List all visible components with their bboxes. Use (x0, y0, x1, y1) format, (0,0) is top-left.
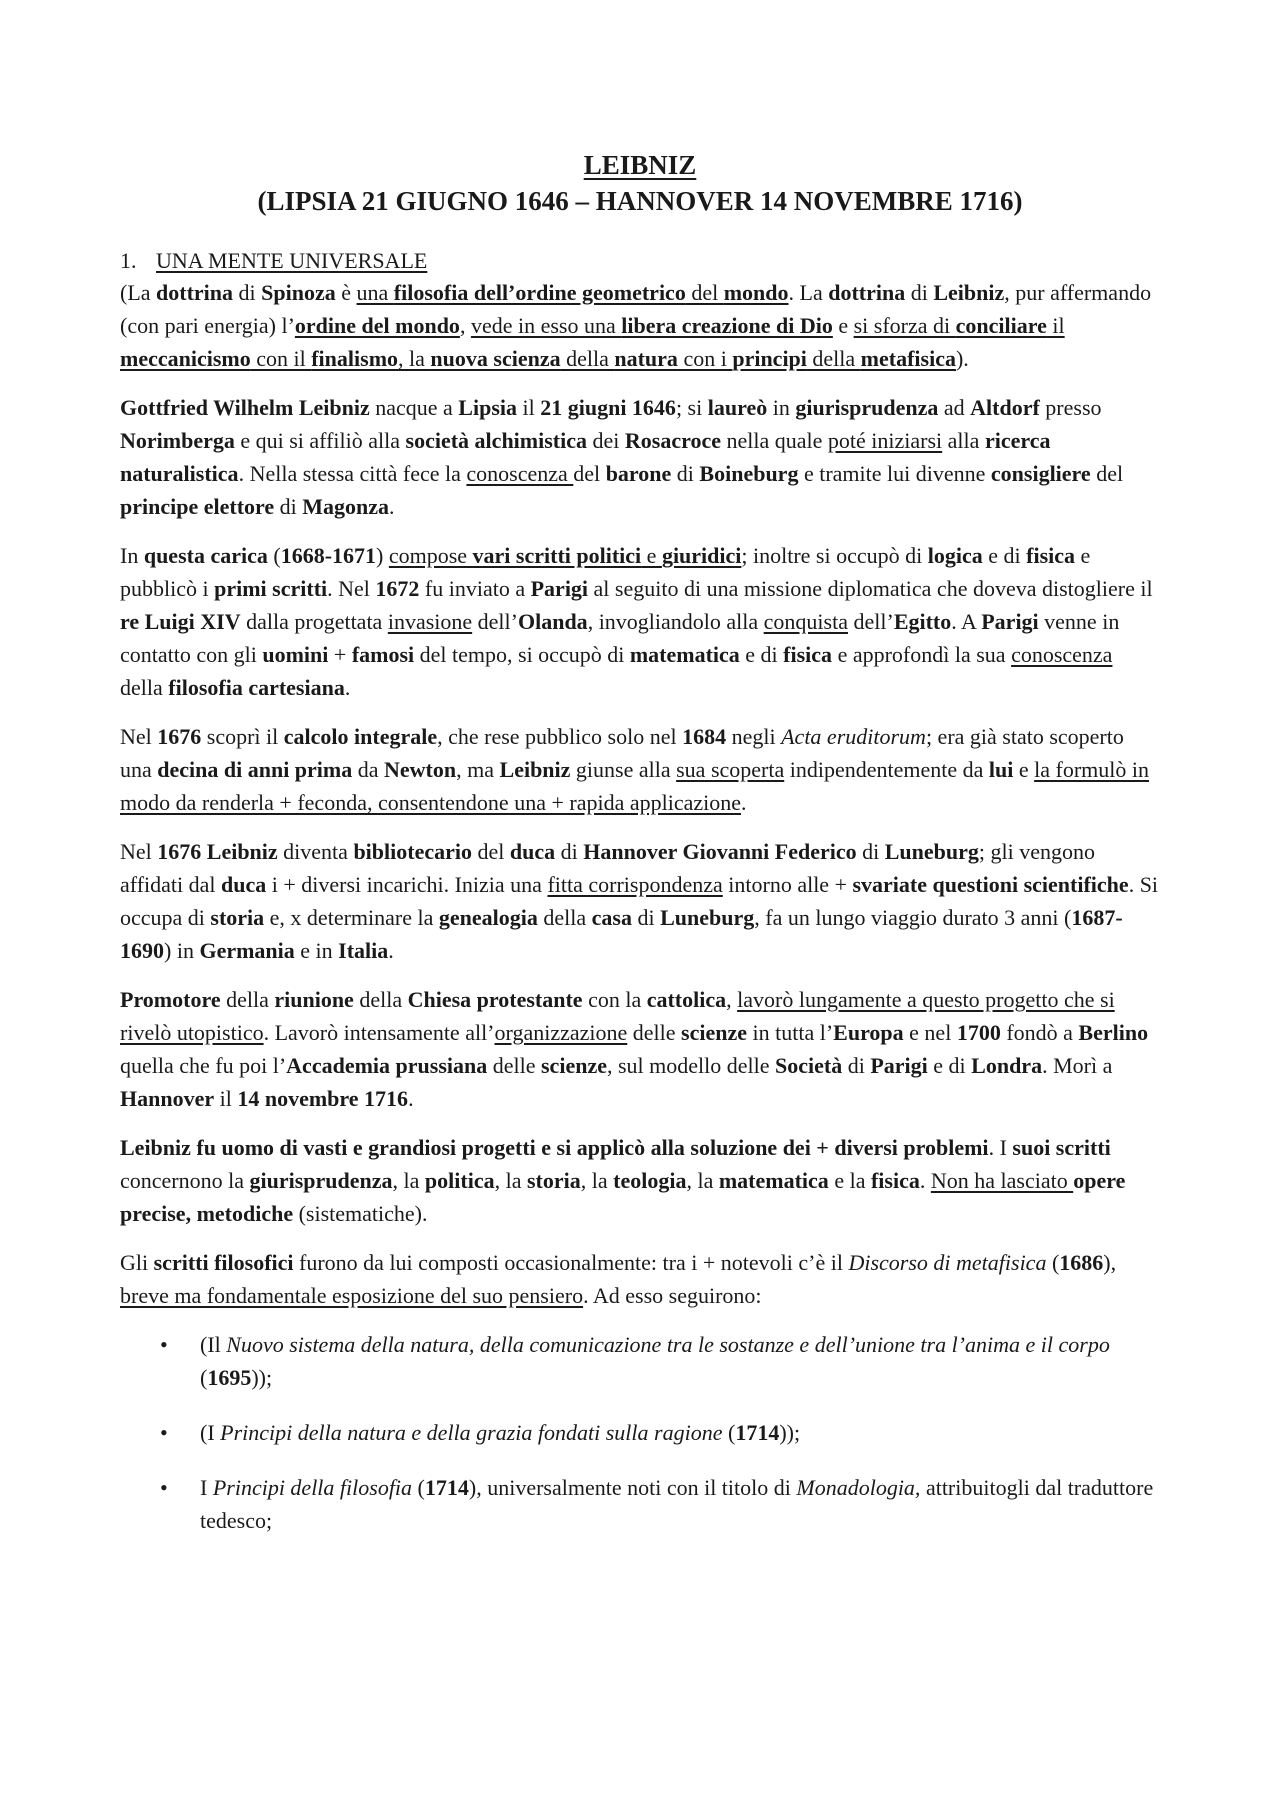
section-number: 1. (120, 248, 137, 273)
text-run: conquista (763, 609, 848, 634)
text-run: organizzazione (494, 1020, 628, 1045)
text-run: filosofia cartesiana (168, 675, 345, 700)
text-run: 1695 (207, 1365, 252, 1390)
text-run: . (408, 1086, 414, 1111)
text-run: . Morì a (1042, 1053, 1113, 1078)
text-run: Gottfried Wilhelm Leibniz (120, 395, 370, 420)
text-run: scienze (681, 1020, 747, 1045)
text-run: questa carica (143, 543, 268, 568)
text-run: uomini (262, 642, 329, 667)
text-run: Newton (384, 757, 457, 782)
text-run: di (842, 1053, 871, 1078)
text-run: (sistematiche). (293, 1201, 428, 1226)
text-run: storia (526, 1168, 581, 1193)
text-run: i + diversi incarichi. Inizia una (266, 872, 548, 897)
text-run: cattolica (646, 987, 727, 1012)
text-run: Società (775, 1053, 843, 1078)
text-run: delle (627, 1020, 682, 1045)
text-run: e di (927, 1053, 972, 1078)
text-run: ordine del mondo (294, 313, 460, 338)
text-run: alla (942, 428, 985, 453)
text-run: 1668-1671 (280, 543, 377, 568)
text-run: Rosacroce (624, 428, 722, 453)
works-list-item (120, 1471, 1160, 1537)
text-run: principi (732, 346, 807, 371)
text-run: )); (779, 1420, 801, 1445)
text-run: Luneburg (884, 839, 979, 864)
text-run: ( (1046, 1250, 1060, 1275)
text-run: + (328, 642, 352, 667)
text-run: e (832, 313, 854, 338)
text-run: )); (251, 1365, 273, 1390)
text-run: libera creazione di Dio (621, 313, 833, 338)
text-run: ; gli vengono affidati dal (120, 839, 1096, 897)
works-list-item (120, 1328, 1160, 1394)
text-run: poté iniziarsi (827, 428, 943, 453)
text-run: il (1046, 313, 1065, 338)
text-run: con il (250, 346, 312, 371)
paragraph-projects (120, 1131, 1160, 1230)
text-run: di (856, 839, 885, 864)
text-run: vede in esso una (470, 313, 622, 338)
text-run: di (671, 461, 700, 486)
text-run: ), (1103, 1250, 1117, 1275)
text-run: famosi (351, 642, 415, 667)
works-item-text (200, 1475, 1153, 1533)
text-run: matematica (629, 642, 740, 667)
text-run: presso (1039, 395, 1102, 420)
text-run: . Nel (327, 576, 376, 601)
text-run: e (1013, 757, 1035, 782)
text-run: fisica (783, 642, 833, 667)
text-run: Altdorf (970, 395, 1040, 420)
text-run: della (806, 346, 861, 371)
bullet-icon: • (160, 1420, 168, 1445)
text-run: ; si (675, 395, 708, 420)
text-run: Parigi (530, 576, 589, 601)
text-run: nuova scienza (430, 346, 561, 371)
text-run: Principi della filosofia (212, 1475, 413, 1500)
text-run: ( (412, 1475, 425, 1500)
text-run: Olanda (517, 609, 588, 634)
text-run: conciliare (955, 313, 1047, 338)
text-run: ( (267, 543, 281, 568)
text-run: 1700 (956, 1020, 1001, 1045)
document-title (0, 148, 1280, 220)
text-run: concernono la (120, 1168, 250, 1193)
works-list (120, 1328, 1160, 1537)
text-run: . I (988, 1135, 1013, 1160)
works-item-text (200, 1332, 1110, 1390)
text-run: del tempo, si occupò di (414, 642, 630, 667)
text-run: Norimberga (120, 428, 235, 453)
text-run: re Luigi XIV (120, 609, 241, 634)
text-run: 1687-1690 (120, 905, 1123, 963)
text-run: Spinoza (261, 280, 336, 305)
text-run: 1672 (375, 576, 420, 601)
text-run: giurisprudenza (795, 395, 939, 420)
text-run: ) in (164, 938, 200, 963)
text-run: 14 novembre 1716 (237, 1086, 409, 1111)
text-run: del (471, 839, 510, 864)
text-run: teologia (613, 1168, 687, 1193)
text-run: ; inoltre si occupò di (741, 543, 928, 568)
text-run: . (388, 938, 394, 963)
text-run: Luneburg (660, 905, 755, 930)
text-run: la formulò in modo da renderla + feconda, consentendone una + rapida applicazione (120, 757, 1150, 815)
text-run: Discorso di metafisica (848, 1250, 1047, 1275)
text-run: del (573, 461, 606, 486)
text-run: vari scritti politici (472, 543, 642, 568)
text-run: e in (294, 938, 339, 963)
text-run: , (726, 987, 738, 1012)
text-run: casa (591, 905, 632, 930)
bullet-icon: • (160, 1475, 168, 1500)
text-run: fu inviato a (419, 576, 531, 601)
text-run: furono da lui composti occasionalmente: tra i + notevoli c’è il (293, 1250, 849, 1275)
text-run: Germania (199, 938, 295, 963)
text-run: Nel (120, 839, 158, 864)
text-run: . (919, 1168, 931, 1193)
text-run: invasione (387, 609, 473, 634)
text-run: . Si occupa di (120, 872, 1159, 930)
text-run: è (335, 280, 357, 305)
text-run: della (537, 905, 592, 930)
text-run: Non ha lasciato (930, 1168, 1074, 1193)
text-run: nacque a (369, 395, 459, 420)
text-run: sua scoperta (676, 757, 785, 782)
text-run: , pur affermando (con pari energia) l’ (120, 280, 1152, 338)
text-run: Chiesa protestante (407, 987, 583, 1012)
text-run: in tutta l’ (747, 1020, 834, 1045)
text-run: Leibniz (499, 757, 571, 782)
text-run: I (200, 1475, 213, 1500)
text-run: nella quale (721, 428, 828, 453)
text-run: Leibniz (933, 280, 1005, 305)
text-run: . (344, 675, 351, 700)
text-run: 21 giugni 1646 (540, 395, 676, 420)
text-run: metafisica (860, 346, 956, 371)
text-run: storia (210, 905, 265, 930)
text-run: Boineburg (699, 461, 799, 486)
text-run: e (641, 543, 662, 568)
text-run: consigliere (990, 461, 1091, 486)
text-run: , (459, 313, 471, 338)
text-run: decina di anni prima (157, 757, 353, 782)
text-run: scoprì il (201, 724, 284, 749)
text-run: ), universalmente noti con il titolo di (468, 1475, 797, 1500)
text-run: Acta eruditorum (781, 724, 926, 749)
text-run: e qui si affiliò alla (234, 428, 406, 453)
text-run: Monadologia, (796, 1475, 921, 1500)
text-run: , che rese pubblico solo nel (437, 724, 683, 749)
text-run: Parigi (870, 1053, 928, 1078)
text-run: e nel (903, 1020, 957, 1045)
text-run: ricerca naturalistica (120, 428, 1051, 486)
text-run: Promotore (120, 987, 221, 1012)
text-run: e la (828, 1168, 871, 1193)
text-run: negli (726, 724, 782, 749)
text-run: Hannover Giovanni Federico (583, 839, 857, 864)
text-run: di (555, 839, 584, 864)
text-run: 1684 (682, 724, 727, 749)
text-run: . (741, 790, 747, 815)
section-label: UNA MENTE UNIVERSALE (156, 248, 428, 273)
text-run: ). (955, 346, 969, 371)
text-run: si sforza di (853, 313, 956, 338)
title-line-name: LEIBNIZ (583, 150, 697, 180)
text-run: una (356, 280, 394, 305)
text-run: della (220, 987, 275, 1012)
text-run: scritti filosofici (153, 1250, 294, 1275)
text-run: dell’ (472, 609, 518, 634)
text-run: dalla progettata (240, 609, 388, 634)
text-run: , invogliandolo alla (587, 609, 764, 634)
text-run: , fa un lungo viaggio durato 3 anni ( (754, 905, 1072, 930)
text-run: delle (487, 1053, 541, 1078)
text-run: matematica (718, 1168, 829, 1193)
text-run: ad (938, 395, 971, 420)
text-run: del (685, 280, 724, 305)
text-run: (La (120, 280, 157, 305)
text-run: duca (509, 839, 556, 864)
text-run: , la (686, 1168, 719, 1193)
bullet-icon: • (160, 1332, 168, 1357)
text-run: conoscenza (466, 461, 574, 486)
text-run: Principi della natura e della grazia fondati sulla ragione (220, 1420, 723, 1445)
text-run: In (120, 543, 144, 568)
text-run: breve ma fondamentale esposizione del suo pensiero (120, 1283, 584, 1308)
text-run: fondò a (1000, 1020, 1079, 1045)
text-run: ; era già stato scoperto una (120, 724, 1124, 782)
text-run: filosofia dell’ordine geometrico (393, 280, 686, 305)
text-run: della (560, 346, 615, 371)
text-run: Hannover (120, 1086, 215, 1111)
text-run: e di (982, 543, 1027, 568)
section-heading (120, 246, 1160, 276)
text-run: . Nella stessa città fece la (238, 461, 467, 486)
text-run: Accademia prussiana (286, 1053, 488, 1078)
text-run: natura (614, 346, 678, 371)
text-run: bibliotecario (353, 839, 472, 864)
paragraph-writings (120, 1246, 1160, 1312)
text-run: compose (388, 543, 473, 568)
paragraph-hannover (120, 835, 1160, 967)
text-run: fisica (870, 1168, 920, 1193)
text-run: genealogia (438, 905, 538, 930)
text-run: , la (392, 1168, 425, 1193)
text-run: della (120, 675, 169, 700)
text-run: in (767, 395, 796, 420)
text-run: dell’ (847, 609, 894, 634)
text-run: laureò (707, 395, 768, 420)
text-run: 1676 Leibniz (157, 839, 278, 864)
title-line-dates: (LIPSIA 21 GIUGNO 1646 – HANNOVER 14 NOVEMBRE 1716) (257, 186, 1023, 216)
text-run: giunse alla (570, 757, 677, 782)
text-run: di (274, 494, 303, 519)
text-run: opere precise, metodiche (120, 1168, 1126, 1226)
text-run: Leibniz fu uomo di vasti e grandiosi progetti e si applicò alla soluzione dei + diversi problemi (120, 1135, 989, 1160)
text-run: Gli (120, 1250, 154, 1275)
text-run: 1714 (735, 1420, 780, 1445)
text-run: riunione (274, 987, 354, 1012)
text-run: Berlino (1078, 1020, 1149, 1045)
text-run: svariate questioni scientifiche (852, 872, 1129, 897)
text-run: logica (927, 543, 983, 568)
text-run: calcolo integrale (283, 724, 438, 749)
text-run: società alchimistica (405, 428, 587, 453)
text-run: lui (988, 757, 1014, 782)
text-run: da (352, 757, 385, 782)
text-run: finalismo (311, 346, 399, 371)
text-run: della (353, 987, 408, 1012)
text-run: ( (200, 1365, 208, 1390)
paragraph-calculus (120, 720, 1160, 819)
text-run: , sul modello delle (606, 1053, 775, 1078)
text-run: diventa (277, 839, 354, 864)
text-run: indipendentemente da (784, 757, 989, 782)
text-run: Parigi (981, 609, 1039, 634)
text-run: , la (494, 1168, 527, 1193)
text-run: con la (582, 987, 647, 1012)
text-run: . Lavorò intensamente all’ (263, 1020, 495, 1045)
text-run: . Ad esso seguirono: (583, 1283, 762, 1308)
text-run: del (1090, 461, 1124, 486)
text-run: Lipsia (458, 395, 517, 420)
text-run: venne in contatto con gli (120, 609, 1120, 667)
text-run: duca (221, 872, 267, 897)
text-run: di (233, 280, 262, 305)
text-run: Europa (833, 1020, 904, 1045)
text-run: suoi scritti (1012, 1135, 1111, 1160)
text-run: Magonza (302, 494, 390, 519)
works-item-text (200, 1420, 800, 1445)
text-run: politica (424, 1168, 495, 1193)
text-run: 1714 (424, 1475, 469, 1500)
text-run: 1686 (1059, 1250, 1104, 1275)
text-run: principe elettore (120, 494, 275, 519)
paragraph-promoter (120, 983, 1160, 1115)
text-run: Nel (120, 724, 158, 749)
text-run: (I (200, 1420, 221, 1445)
text-run: dei (587, 428, 625, 453)
text-run: primi scritti (214, 576, 328, 601)
text-run: Egitto (893, 609, 952, 634)
text-run: il (517, 395, 541, 420)
text-run: dottrina (828, 280, 906, 305)
text-run: fitta corrispondenza (547, 872, 723, 897)
text-run: . A (951, 609, 982, 634)
works-list-item (120, 1416, 1160, 1449)
text-run: quella che fu poi l’ (120, 1053, 287, 1078)
text-run: con i (677, 346, 733, 371)
paragraph-biography (120, 391, 1160, 523)
text-run: attribuitogli dal traduttore tedesco; (200, 1475, 1154, 1533)
text-run: scienze (541, 1053, 607, 1078)
text-run: , ma (456, 757, 500, 782)
text-run: 1676 (157, 724, 202, 749)
text-run: ( (722, 1420, 736, 1445)
text-run: giurisprudenza (249, 1168, 393, 1193)
text-run: , la (398, 346, 431, 371)
text-run: e tramite lui divenne (798, 461, 991, 486)
text-run: . (389, 494, 395, 519)
text-run: Londra (971, 1053, 1043, 1078)
text-run: conoscenza (1011, 642, 1113, 667)
text-run: Italia (338, 938, 389, 963)
paragraph-intro (120, 276, 1160, 375)
text-run: e pubblicò i (120, 543, 1091, 601)
text-run: al seguito di una missione diplomatica che doveva distogliere il (588, 576, 1153, 601)
paragraph-career (120, 539, 1160, 704)
text-run: . La (788, 280, 829, 305)
text-run: barone (605, 461, 672, 486)
text-run: di (631, 905, 661, 930)
text-run: e di (739, 642, 784, 667)
text-run: mondo (723, 280, 789, 305)
text-run: fisica (1026, 543, 1076, 568)
text-run: ) (376, 543, 389, 568)
text-run: , la (580, 1168, 614, 1193)
text-run: e approfondì la sua (832, 642, 1012, 667)
text-run: dottrina (156, 280, 234, 305)
text-run: giuridici (661, 543, 742, 568)
text-run: lavorò lungamente a questo progetto che si rivelò utopistico (120, 987, 1115, 1045)
text-run: intorno alle + (722, 872, 853, 897)
document-body (120, 246, 1160, 1559)
text-run: e, x determinare la (264, 905, 439, 930)
text-run: (Il (200, 1332, 227, 1357)
text-run: il (214, 1086, 238, 1111)
text-run: meccanicismo (120, 346, 251, 371)
text-run: Nuovo sistema della natura, della comunicazione tra le sostanze e dell’unione tra l’anima e il corpo (226, 1332, 1110, 1357)
text-run: di (905, 280, 934, 305)
